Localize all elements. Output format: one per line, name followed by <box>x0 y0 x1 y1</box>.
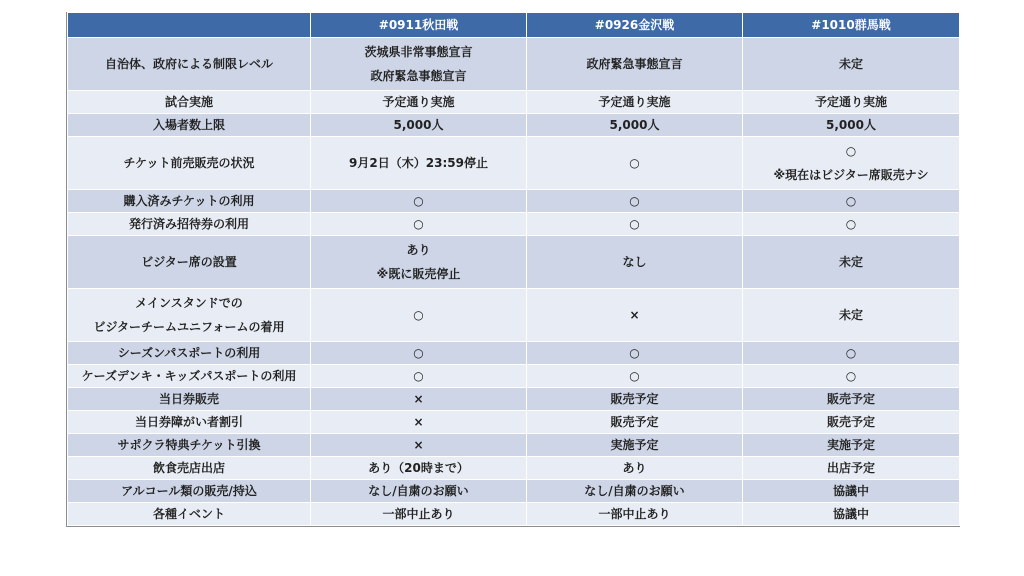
value-cell <box>527 411 743 434</box>
cell-text: 5,000人 <box>609 118 660 132</box>
cell-text: ○ <box>629 194 640 208</box>
value-cell <box>743 236 960 289</box>
row-label-text: 購入済みチケットの利用 <box>123 194 255 208</box>
value-cell <box>743 365 960 388</box>
cell-text: 茨城県非常事態宣言 <box>364 45 473 59</box>
cell-text: ○ <box>629 217 640 231</box>
row-label-text: 各種イベント <box>152 507 225 521</box>
row-label-cell <box>68 480 311 503</box>
value-cell <box>527 114 743 137</box>
cell-text: 未定 <box>838 308 863 322</box>
value-cell <box>743 213 960 236</box>
value-cell <box>743 388 960 411</box>
row-label-cell <box>68 457 311 480</box>
table-row <box>68 38 960 91</box>
row-label-text: 発行済み招待券の利用 <box>128 217 249 231</box>
header-cell-kanazawa: #0926金沢戦 <box>527 13 743 38</box>
cell-text: ○ <box>629 369 640 383</box>
value-cell <box>743 114 960 137</box>
row-label-cell <box>68 411 311 434</box>
value-cell <box>527 342 743 365</box>
cell-text: 協議中 <box>832 507 869 521</box>
row-label-cell <box>68 388 311 411</box>
row-label-cell <box>68 91 311 114</box>
cell-text: 9月2日（木）23:59停止 <box>349 156 488 170</box>
row-label-cell <box>68 114 311 137</box>
table-row <box>68 190 960 213</box>
cell-text: ※既に販売停止 <box>376 267 461 281</box>
row-label-text: 入場者数上限 <box>152 118 225 132</box>
value-cell <box>743 434 960 457</box>
table-row <box>68 137 960 190</box>
value-cell <box>311 213 527 236</box>
value-cell <box>527 480 743 503</box>
row-label-text: 自治体、政府による制限レベル <box>104 57 273 71</box>
table-row <box>68 236 960 289</box>
table-row <box>68 91 960 114</box>
value-cell <box>311 236 527 289</box>
table-row <box>68 213 960 236</box>
cell-text: 未定 <box>838 57 863 71</box>
value-cell <box>743 289 960 342</box>
value-cell <box>311 38 527 91</box>
row-label-text: ケーズデンキ・キッズパスポートの利用 <box>81 369 297 383</box>
cell-text: × <box>629 308 640 322</box>
row-label-cell <box>68 38 311 91</box>
table-row <box>68 480 960 503</box>
cell-text: ○ <box>845 194 857 208</box>
value-cell <box>527 213 743 236</box>
cell-text: ○ <box>845 346 857 360</box>
cell-text: 予定通り実施 <box>598 95 671 109</box>
value-cell <box>527 289 743 342</box>
row-label-cell <box>68 289 311 342</box>
value-cell <box>311 342 527 365</box>
row-label-text: メインスタンドでの <box>135 296 243 310</box>
table-row <box>68 342 960 365</box>
row-label-text: 当日券障がい者割引 <box>134 415 243 429</box>
value-cell <box>743 91 960 114</box>
header-cell-gunma: #1010群馬戦 <box>743 13 960 38</box>
cell-text: × <box>413 415 424 429</box>
cell-text: ○ <box>845 369 857 383</box>
value-cell <box>743 342 960 365</box>
cell-text: × <box>413 438 424 452</box>
cell-text: ○ <box>629 346 640 360</box>
table-row <box>68 114 960 137</box>
cell-text: ○ <box>413 369 424 383</box>
cell-text: × <box>413 392 424 406</box>
value-cell <box>527 137 743 190</box>
value-cell <box>311 190 527 213</box>
value-cell <box>311 114 527 137</box>
table-row <box>68 411 960 434</box>
row-label-text: チケット前売販売の状況 <box>123 156 255 170</box>
cell-text: 販売予定 <box>826 392 875 406</box>
value-cell <box>311 480 527 503</box>
value-cell <box>311 434 527 457</box>
cell-text: 予定通り実施 <box>382 95 455 109</box>
value-cell <box>743 503 960 526</box>
cell-text: ※現在はビジター席販売ナシ <box>773 168 929 182</box>
row-label-cell <box>68 434 311 457</box>
row-label-text: シーズンパスポートの利用 <box>117 346 261 360</box>
value-cell <box>527 91 743 114</box>
header-row <box>68 13 960 38</box>
table-row <box>68 503 960 526</box>
cell-text: 政府緊急事態宣言 <box>370 69 467 83</box>
row-label-text: 当日券販売 <box>158 392 219 406</box>
cell-text: 一部中止あり <box>382 507 455 521</box>
cell-text: 販売予定 <box>610 392 659 406</box>
value-cell <box>311 289 527 342</box>
value-cell <box>527 236 743 289</box>
table-row <box>68 388 960 411</box>
value-cell <box>311 457 527 480</box>
cell-text: ○ <box>413 308 424 322</box>
cell-text: 出店予定 <box>826 461 875 475</box>
cell-text: なし/自粛のお願い <box>368 484 469 498</box>
cell-text: 販売予定 <box>826 415 875 429</box>
value-cell <box>527 38 743 91</box>
match-status-table-container <box>66 12 960 527</box>
cell-text: 未定 <box>838 255 863 269</box>
match-status-table <box>67 12 960 526</box>
cell-text: 5,000人 <box>393 118 444 132</box>
row-label-text: サポクラ特典チケット引換 <box>117 438 261 452</box>
cell-text: ○ <box>413 217 424 231</box>
row-label-text: ビジター席の設置 <box>141 255 237 269</box>
row-label-text: 飲食売店出店 <box>152 461 225 475</box>
cell-text: 販売予定 <box>610 415 659 429</box>
value-cell <box>527 434 743 457</box>
cell-text: 5,000人 <box>826 118 876 132</box>
cell-text: ○ <box>629 156 640 170</box>
row-label-cell <box>68 213 311 236</box>
value-cell <box>311 137 527 190</box>
cell-text: ○ <box>413 346 424 360</box>
cell-text: ○ <box>845 217 857 231</box>
row-label-text: 試合実施 <box>164 95 213 109</box>
cell-text: なし/自粛のお願い <box>584 484 685 498</box>
row-label-cell <box>68 342 311 365</box>
value-cell <box>743 137 960 190</box>
cell-text: 一部中止あり <box>598 507 671 521</box>
value-cell <box>743 457 960 480</box>
value-cell <box>527 190 743 213</box>
cell-text: 協議中 <box>832 484 869 498</box>
value-cell <box>311 365 527 388</box>
value-cell <box>527 503 743 526</box>
row-label-cell <box>68 236 311 289</box>
value-cell <box>311 411 527 434</box>
row-label-text: アルコール類の販売/持込 <box>121 484 257 498</box>
row-label-text: ビジターチームユニフォームの着用 <box>93 320 285 334</box>
cell-text: なし <box>622 255 647 269</box>
row-label-cell <box>68 503 311 526</box>
value-cell <box>527 365 743 388</box>
value-cell <box>743 38 960 91</box>
row-label-cell <box>68 137 311 190</box>
cell-text: あり <box>622 461 647 475</box>
row-label-cell <box>68 365 311 388</box>
header-cell-akita: #0911秋田戦 <box>311 13 527 38</box>
cell-text: あり（20時まで） <box>368 461 469 475</box>
value-cell <box>527 457 743 480</box>
table-body <box>68 38 960 526</box>
header-cell-empty <box>68 13 311 38</box>
value-cell <box>311 503 527 526</box>
cell-text: あり <box>406 243 431 257</box>
value-cell <box>743 411 960 434</box>
value-cell <box>311 91 527 114</box>
cell-text: 実施予定 <box>826 438 875 452</box>
cell-text: 実施予定 <box>610 438 659 452</box>
cell-text: ○ <box>413 194 424 208</box>
cell-text: 予定通り実施 <box>814 95 887 109</box>
value-cell <box>743 190 960 213</box>
row-label-cell <box>68 190 311 213</box>
value-cell <box>311 388 527 411</box>
value-cell <box>743 480 960 503</box>
table-row <box>68 365 960 388</box>
table-row <box>68 289 960 342</box>
table-row <box>68 457 960 480</box>
value-cell <box>527 388 743 411</box>
table-row <box>68 434 960 457</box>
cell-text: ○ <box>845 144 857 158</box>
cell-text: 政府緊急事態宣言 <box>586 57 683 71</box>
